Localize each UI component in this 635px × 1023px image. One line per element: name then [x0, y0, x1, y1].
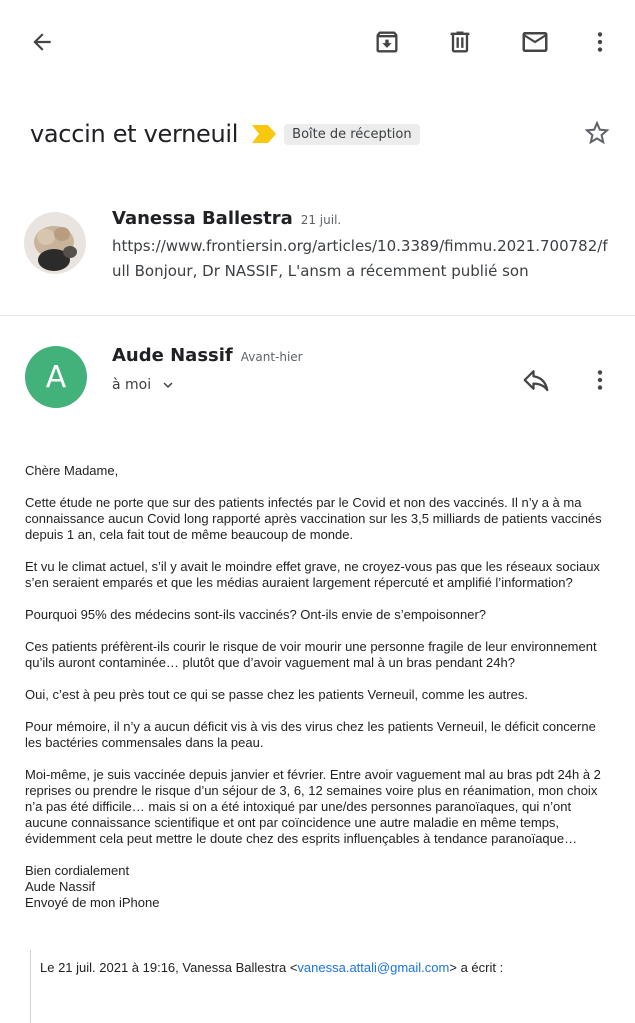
top-toolbar: [0, 0, 635, 84]
star-outline-icon: [582, 118, 612, 148]
sender-name-text: Vanessa Ballestra: [112, 208, 293, 229]
signature-device: Envoyé de mon iPhone: [25, 895, 160, 910]
quote-prefix: Le 21 juil. 2021 à 19:16, Vanessa Ballestra <: [40, 960, 298, 975]
body-paragraph: Pour mémoire, il n’y a aucun déficit vis à vis des virus chez les patients Verneuil, le déficit concerne les bactéries commensales dans la peau.: [25, 719, 596, 750]
quoted-message: [30, 950, 620, 1023]
body-paragraph: Moi-même, je suis vaccinée depuis janvier et février. Entre avoir vaguement mal au bras pdt 24h à 2 reprises ou prendre le risque d’un séjour de 3, 6, 12 semaines voire plus en réanimation, mon choix n’a pas été difficile… mais si on a été intoxiqué par une/des personnes paranoïaques, qui n’ont aucune connaissance scientifique et ont par coïncidence une autre maladie en même temps, évidemment cela peut mettre le doute chez des esprits influençables à tendance paranoïaque…: [25, 767, 601, 846]
message-snippet: https://www.frontiersin.org/articles/10.3389/fimmu.2021.700782/full Bonjour, Dr NASSIF, L'ansm a récemment publié son: [112, 237, 608, 280]
signature-closing: Bien cordialement: [25, 863, 130, 878]
avatar[interactable]: A: [25, 346, 87, 408]
reply-button[interactable]: [516, 360, 556, 400]
inbox-label-chip[interactable]: Boîte de réception: [284, 124, 419, 145]
message-more-button[interactable]: [582, 360, 618, 400]
body-paragraph: Pourquoi 95% des médecins sont-ils vaccinés? Ont-ils envie de s’empoisonner?: [25, 607, 487, 622]
archive-icon: [373, 28, 401, 56]
importance-marker-icon[interactable]: [252, 125, 276, 143]
delete-button[interactable]: [440, 22, 480, 62]
sender-name: [112, 208, 341, 229]
thread-subject-row: [30, 112, 420, 156]
more-options-button[interactable]: [580, 22, 620, 62]
quote-email-link[interactable]: vanessa.attali@gmail.com: [297, 960, 450, 975]
more-vert-icon: [587, 367, 613, 393]
more-vert-icon: [587, 29, 613, 55]
profile-photo-icon: [24, 212, 86, 274]
recipient-details-toggle[interactable]: [112, 376, 177, 394]
recipient-label: à moi: [112, 377, 152, 393]
body-paragraph: Cette étude ne porte que sur des patients infectés par le Covid et non des vaccinés. Il n’y a à ma connaissance aucun Covid long rapporté après vaccination sur les 3,5 milliards de patients vaccinés depuis 1 an, cela fait tout de même beaucoup de monde.: [25, 495, 602, 542]
reply-icon: [521, 365, 551, 395]
star-button[interactable]: [580, 116, 614, 150]
quote-suffix: > a écrit :: [449, 960, 504, 975]
mark-unread-button[interactable]: [515, 22, 555, 62]
message-date: 21 juil.: [300, 213, 342, 227]
divider: [0, 315, 635, 316]
body-paragraph: Oui, c’est à peu près tout ce qui se passe chez les patients Verneuil, comme les autres.: [25, 687, 528, 702]
sender-name: [112, 345, 303, 366]
arrow-back-icon: [29, 29, 55, 55]
page-title: vaccin et verneuil: [30, 120, 239, 148]
message-date: Avant-hier: [240, 350, 303, 364]
archive-button[interactable]: [367, 22, 407, 62]
mail-icon: [520, 27, 550, 57]
body-paragraph: Ces patients préfèrent-ils courir le risque de voir mourir une personne fragile de leur environnement qu’ils auront contaminée… plutôt que d’avoir vaguement mal à un bras pendant 24h?: [25, 639, 597, 670]
chevron-down-icon: [159, 376, 177, 394]
body-paragraph: Et vu le climat actuel, s’il y avait le moindre effet grave, ne croyez-vous pas que les réseaux sociaux s’en seraient emparés et que les médias auraient largement répercuté et amplifié l’information?: [25, 559, 600, 590]
avatar: [24, 212, 86, 274]
sender-name-text: Aude Nassif: [112, 345, 233, 366]
message-body: [25, 463, 615, 911]
signature-name: Aude Nassif: [25, 879, 96, 894]
signature: [25, 863, 615, 911]
body-paragraph: Chère Madame,: [25, 463, 119, 478]
quote-attribution: [40, 960, 620, 975]
trash-icon: [446, 28, 474, 56]
back-button[interactable]: [22, 22, 62, 62]
collapsed-message[interactable]: [0, 200, 635, 312]
